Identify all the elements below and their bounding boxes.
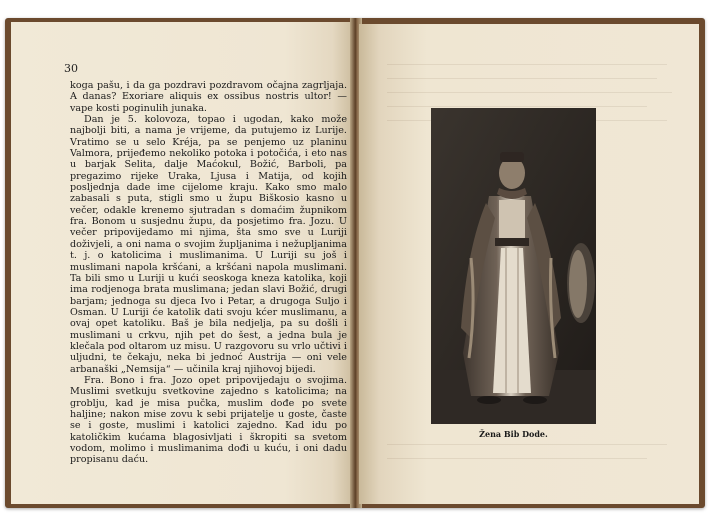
portrait-photo: [431, 108, 596, 424]
right-page: [359, 24, 699, 504]
paragraph-1: koga pašu, i da ga pozdravi pozdravom očajna zagrljaja. A danas? Exoriare aliquis ex ossibus nostris ultor! — vape kosti poginulih junaka.: [70, 80, 347, 114]
woman-in-traditional-dress-illustration: [431, 108, 596, 424]
body-text: [70, 80, 347, 466]
photo-caption: Žena Bib Dode.: [479, 429, 548, 439]
paragraph-2: Dan je 5. kolovoza, topao i ugodan, kako može najbolji biti, a nama je vrijeme, da putujemo iz Lurije. Vratimo se u selo Kréja, pa se penjemo uz planinu Valmora, prijeđemo nekoliko potoka i potočića, i eto nas u barjak Selita, dalje Maćokul, Božić, Barboli, pa pregazimo rijeke Uraka, Ljusa i Matija, od kojih posljednja dade ime cijelome kraju. Kako smo malo zabasali s puta, stigli smo u župu Biškosio kasno u večer, odakle krenemo sjutradan s domaćim župnikom fra. Bonom u susjednu župu, da posjetimo fra. Jozu. U večer pripovijedamo mi njima, šta smo sve u Luriji doživjeli, a oni nama o svojim župljanima i nežupljanima t. j. o katolicima i muslimanima. U Luriji su još i muslimani napola kršćani, a kršćani napola muslimani. Ta bili smo u Luriji u kući seoskoga kneza katolika, koji ima rodjenoga brata muslimana; jedan slavi Božić, drugi barjam; jednoga su djeca Ivo i Petar, a drugoga Suljo i Osman. U Luriji će katolik dati svoju kćer muslimanu, a ovaj opet katoliku. Baš je bila nedjelja, pa su došli i muslimani u crkvu, njih pet do šest, a jedna bula je klečala pod oltarom uz misu. U razgovoru su vrlo učtivi i uljudni, te čekaju, neka bi jednoć Austrija — oni vele arbanaški „Nemsija“ — učinila kraj njihovoj bijedi.: [70, 114, 347, 375]
left-page: [11, 22, 353, 504]
open-book: [5, 18, 705, 508]
paragraph-3: Fra. Bono i fra. Jozo opet pripovijedaju o svojima. Muslimi svetkuju svetkovine zajedno s katolicima; na groblju, kad je misa pučka, muslim dođe po svete haljine; nakon mise zovu k sebi prijatelje u goste, časte se i goste, muslimi i katolici zajedno. Kad idu po katoličkim kućama blagosivljati i škropiti sa svetom vodom, molimo i muslimanima dođi u kuću, i oni dadu propisanu daću.: [70, 374, 347, 466]
page-number: 30: [64, 62, 78, 75]
